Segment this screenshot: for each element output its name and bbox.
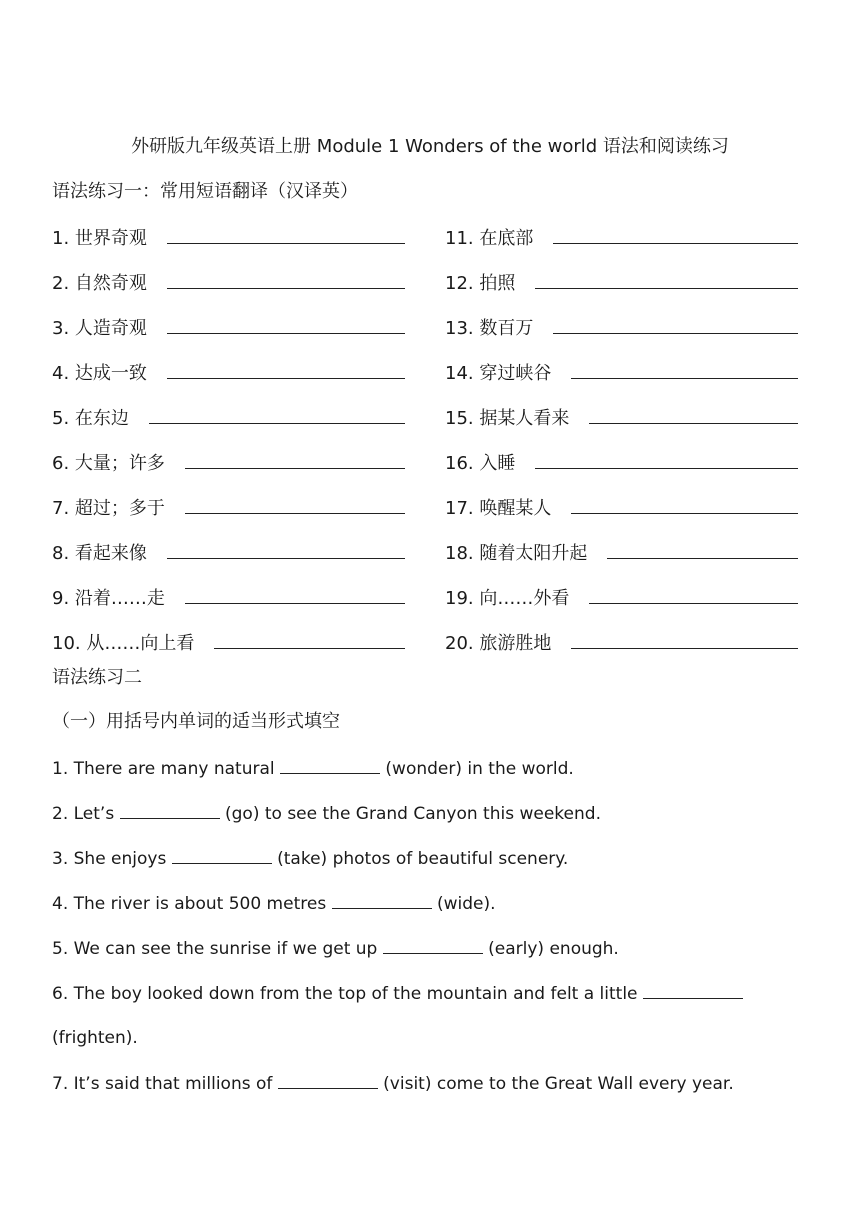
- vocab-label: 5. 在东边: [52, 408, 129, 429]
- vocab-item: [445, 448, 798, 478]
- answer-blank[interactable]: [607, 538, 798, 559]
- vocab-label: 6. 大量；许多: [52, 453, 165, 474]
- answer-blank[interactable]: [167, 313, 405, 334]
- sentence-text-before: 1. There are many natural: [52, 759, 280, 779]
- sentence-item: [52, 980, 743, 1007]
- vocab-label: 8. 看起来像: [52, 543, 147, 564]
- answer-blank[interactable]: [280, 755, 380, 774]
- sentence-item: [52, 845, 568, 872]
- sentence-text-before: (frighten).: [52, 1028, 138, 1048]
- vocab-label: 15. 据某人看来: [445, 408, 570, 429]
- vocab-item: [52, 268, 405, 298]
- answer-blank[interactable]: [167, 223, 405, 244]
- sentence-item: [52, 935, 619, 962]
- vocab-item: [445, 223, 798, 253]
- answer-blank[interactable]: [167, 538, 405, 559]
- sentence-text-before: 2. Let’s: [52, 804, 120, 824]
- answer-blank[interactable]: [278, 1070, 378, 1089]
- answer-blank[interactable]: [553, 223, 798, 244]
- vocab-label: 7. 超过；多于: [52, 498, 165, 519]
- answer-blank[interactable]: [149, 403, 405, 424]
- vocab-item: [445, 493, 798, 523]
- vocab-item: [52, 358, 405, 388]
- vocab-item: [445, 538, 798, 568]
- answer-blank[interactable]: [185, 493, 405, 514]
- sentence-text-before: 4. The river is about 500 metres: [52, 894, 332, 914]
- sentence-text-before: 3. She enjoys: [52, 849, 172, 869]
- vocab-label: 19. 向……外看: [445, 588, 570, 609]
- vocab-label: 18. 随着太阳升起: [445, 543, 588, 564]
- vocab-label: 12. 拍照: [445, 273, 516, 294]
- answer-blank[interactable]: [332, 890, 432, 909]
- sentence-item: [52, 800, 601, 827]
- vocab-label: 2. 自然奇观: [52, 273, 147, 294]
- vocab-item: [52, 403, 405, 433]
- sentence-item: [52, 755, 574, 782]
- vocab-label: 10. 从……向上看: [52, 633, 195, 654]
- vocab-item: [445, 403, 798, 433]
- vocab-item: [52, 313, 405, 343]
- worksheet-title: 外研版九年级英语上册 Module 1 Wonders of the world 语法和阅读练习: [131, 136, 729, 157]
- vocab-label: 9. 沿着……走: [52, 588, 165, 609]
- sentence-item: [52, 1070, 734, 1097]
- vocab-label: 13. 数百万: [445, 318, 534, 339]
- vocab-item: [52, 583, 405, 613]
- vocab-label: 17. 唤醒某人: [445, 498, 552, 519]
- answer-blank[interactable]: [185, 583, 405, 604]
- subsection-heading: （一）用括号内单词的适当形式填空: [52, 711, 340, 732]
- answer-blank[interactable]: [535, 268, 798, 289]
- sentence-continuation: [52, 1025, 138, 1051]
- vocab-item: [445, 583, 798, 613]
- sentence-text-after: (take) photos of beautiful scenery.: [271, 849, 569, 869]
- vocab-label: 20. 旅游胜地: [445, 633, 552, 654]
- vocab-item: [445, 628, 798, 658]
- sentence-text-after: (visit) come to the Great Wall every year.: [377, 1074, 734, 1094]
- sentence-text-after: (wide).: [431, 894, 496, 914]
- vocab-label: 4. 达成一致: [52, 363, 147, 384]
- answer-blank[interactable]: [167, 358, 405, 379]
- sentence-text-before: 7. It’s said that millions of: [52, 1074, 278, 1094]
- sentence-text-before: 5. We can see the sunrise if we get up: [52, 939, 383, 959]
- section2-heading: 语法练习二: [52, 667, 142, 688]
- vocab-item: [52, 538, 405, 568]
- vocab-item: [445, 358, 798, 388]
- vocab-label: 11. 在底部: [445, 228, 534, 249]
- answer-blank[interactable]: [571, 493, 798, 514]
- answer-blank[interactable]: [535, 448, 798, 469]
- section1-heading: 语法练习一：常用短语翻译（汉译英）: [52, 181, 358, 202]
- answer-blank[interactable]: [172, 845, 272, 864]
- answer-blank[interactable]: [185, 448, 405, 469]
- vocab-item: [445, 268, 798, 298]
- answer-blank[interactable]: [214, 628, 405, 649]
- sentence-item: [52, 890, 496, 917]
- vocab-label: 1. 世界奇观: [52, 228, 147, 249]
- sentence-text-after: (wonder) in the world.: [380, 759, 574, 779]
- vocab-item: [52, 493, 405, 523]
- sentence-text-after: (early) enough.: [482, 939, 619, 959]
- vocab-item: [52, 448, 405, 478]
- answer-blank[interactable]: [553, 313, 798, 334]
- answer-blank[interactable]: [643, 980, 743, 999]
- sentence-text-after: (go) to see the Grand Canyon this weekend.: [219, 804, 601, 824]
- vocab-item: [52, 628, 405, 658]
- vocab-label: 16. 入睡: [445, 453, 516, 474]
- vocab-label: 3. 人造奇观: [52, 318, 147, 339]
- vocab-item: [52, 223, 405, 253]
- answer-blank[interactable]: [571, 628, 798, 649]
- answer-blank[interactable]: [120, 800, 220, 819]
- vocab-label: 14. 穿过峡谷: [445, 363, 552, 384]
- vocab-item: [445, 313, 798, 343]
- answer-blank[interactable]: [167, 268, 405, 289]
- answer-blank[interactable]: [571, 358, 798, 379]
- answer-blank[interactable]: [589, 403, 798, 424]
- answer-blank[interactable]: [383, 935, 483, 954]
- answer-blank[interactable]: [589, 583, 798, 604]
- sentence-text-before: 6. The boy looked down from the top of the mountain and felt a little: [52, 984, 643, 1004]
